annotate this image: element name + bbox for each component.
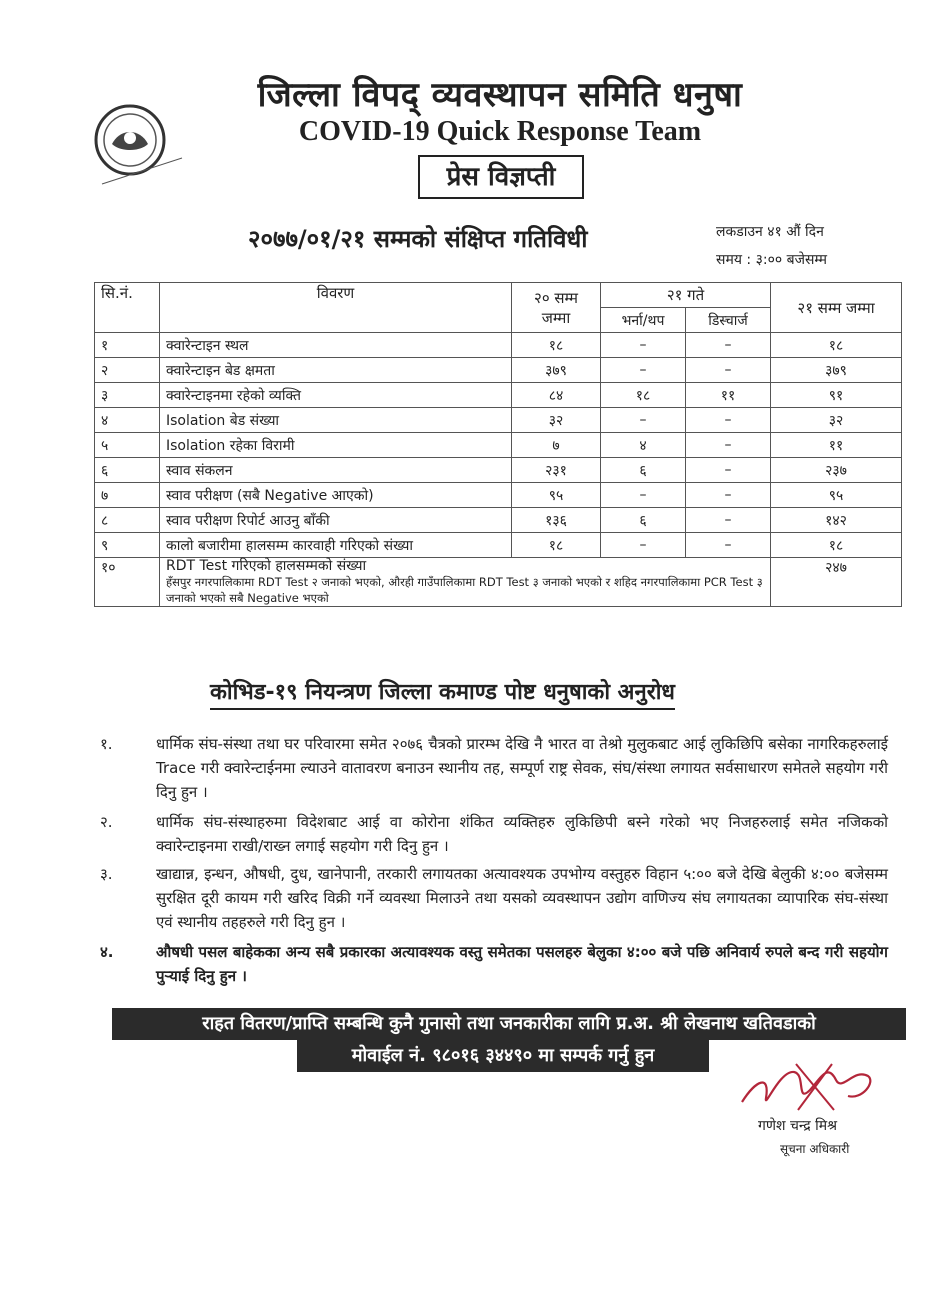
- cell-sn: १०: [95, 558, 160, 607]
- officer-title: सूचना अधिकारी: [780, 1142, 850, 1156]
- cell-discharge: –: [686, 533, 771, 558]
- table-row: [95, 558, 902, 607]
- table-row: [95, 333, 902, 358]
- cell-discharge: –: [686, 358, 771, 383]
- press-release-label: प्रेस विज्ञप्ती: [418, 155, 584, 199]
- cell-till20: ३२: [512, 408, 601, 433]
- cell-desc: Isolation रहेका विरामी: [160, 433, 512, 458]
- officer-name: गणेश चन्द्र मिश्र: [758, 1118, 837, 1134]
- request-item: [96, 940, 888, 988]
- col-header-on21: २१ गते: [601, 283, 771, 308]
- summary-subtitle: २०७७/०१/२१ सम्मको संक्षिप्त गतिविधी: [248, 225, 588, 253]
- team-title: COVID-19 Quick Response Team: [298, 116, 702, 147]
- cell-till21: २४७: [771, 558, 902, 607]
- table-row: [95, 383, 902, 408]
- cell-till20: १८: [512, 333, 601, 358]
- request-item-text: औषधी पसल बाहेकका अन्य सबै प्रकारका अत्यावश्यक वस्तु समेतका पसलहरु बेलुका ४:०० बजे पछि अनिवार्य रुपले बन्द गरी सहयोग पुऱ्याई दिनु हुन ।: [156, 943, 888, 985]
- cell-discharge: ११: [686, 383, 771, 408]
- cell-desc: स्वाव संकलन: [160, 458, 512, 483]
- cell-sn: ९: [95, 533, 160, 558]
- report-time: समय : ३:०० बजेसम्म: [716, 252, 827, 268]
- col-header-till20: २० सम्म जम्मा: [512, 283, 601, 333]
- cell-till21: ३७९: [771, 358, 902, 383]
- cell-discharge: –: [686, 408, 771, 433]
- cell-till21: २३७: [771, 458, 902, 483]
- cell-discharge: –: [686, 433, 771, 458]
- cell-till20: ८४: [512, 383, 601, 408]
- table-row: [95, 433, 902, 458]
- cell-desc: स्वाव परीक्षण रिपोर्ट आउनु बाँकी: [160, 508, 512, 533]
- table-row: [95, 533, 902, 558]
- activity-table: [94, 282, 902, 607]
- cell-discharge: –: [686, 333, 771, 358]
- request-item-text: खाद्यान्न, इन्धन, औषधी, दुध, खानेपानी, तरकारी लगायतका अत्यावश्यक उपभोग्य वस्तुहरु विहान ५:०० बजे देखि बेलुकी ४:०० बजेसम्म सुरक्षित दूरी कायम गरी खरिद विक्री गर्ने व्यवस्था मिलाउने तथा यसको व्यवस्थापन उद्योग वाणिज्य संघ लगायतका व्यापारिक संघ-संस्था एवं स्थानीय तहहरुले गरी दिनु हुन ।: [156, 865, 888, 931]
- cell-till20: १३६: [512, 508, 601, 533]
- cell-sn: ६: [95, 458, 160, 483]
- government-seal-icon: [72, 88, 212, 228]
- cell-rdt: [160, 558, 771, 607]
- cell-admit: –: [601, 483, 686, 508]
- col-header-discharge: डिस्चार्ज: [686, 308, 771, 333]
- table-row: [95, 408, 902, 433]
- cell-till20: २३१: [512, 458, 601, 483]
- cell-sn: ४: [95, 408, 160, 433]
- cell-desc: स्वाव परीक्षण (सबै Negative आएको): [160, 483, 512, 508]
- signature-icon: [736, 1050, 886, 1120]
- col-header-sn: सि.नं.: [95, 283, 160, 333]
- table-row: [95, 458, 902, 483]
- request-item: [96, 732, 888, 804]
- cell-admit: १८: [601, 383, 686, 408]
- request-item: [96, 810, 888, 858]
- cell-sn: ८: [95, 508, 160, 533]
- cell-sn: १: [95, 333, 160, 358]
- request-item-text: धार्मिक संघ-संस्था तथा घर परिवारमा समेत २०७६ चैत्रको प्रारम्भ देखि नै भारत वा तेश्रो मुलुकबाट आई लुकिछिपि बसेका नागरिकहरुलाई Trace गरी क्वारेन्टाईनमा ल्याउने वातावरण बनाउन स्थानीय तह, सम्पूर्ण राष्ट्र सेवक, संघ/संस्था लगायत सर्वसाधारण समेतले सहयोग गरी दिनु हुन ।: [156, 735, 888, 801]
- cell-desc: Isolation बेड संख्या: [160, 408, 512, 433]
- cell-desc: क्वारेन्टाइन बेड क्षमता: [160, 358, 512, 383]
- cell-till20: ९५: [512, 483, 601, 508]
- request-item-number: १.: [100, 735, 113, 753]
- cell-till21: ३२: [771, 408, 902, 433]
- cell-admit: –: [601, 533, 686, 558]
- cell-till21: १४२: [771, 508, 902, 533]
- cell-sn: ७: [95, 483, 160, 508]
- cell-till21: ९५: [771, 483, 902, 508]
- col-header-till21: २१ सम्म जम्मा: [771, 283, 902, 333]
- cell-admit: –: [601, 408, 686, 433]
- contact-band-line1: राहत वितरण/प्राप्ति सम्बन्धि कुनै गुनासो तथा जनकारीका लागि प्र.अ. श्री लेखनाथ खतिवडाको: [112, 1008, 906, 1040]
- cell-desc: क्वारेन्टाइनमा रहेको व्यक्ति: [160, 383, 512, 408]
- cell-till20: १८: [512, 533, 601, 558]
- cell-sn: ५: [95, 433, 160, 458]
- lockdown-day: लकडाउन ४१ औं दिन: [716, 224, 824, 240]
- request-item-number: ४.: [100, 943, 114, 961]
- cell-till21: ९१: [771, 383, 902, 408]
- cell-discharge: –: [686, 458, 771, 483]
- committee-title: जिल्ला विपद् व्यवस्थापन समिति धनुषा: [257, 75, 743, 115]
- cell-admit: ६: [601, 458, 686, 483]
- request-item-number: २.: [100, 813, 113, 831]
- col-header-desc: विवरण: [160, 283, 512, 333]
- cell-till21: १८: [771, 333, 902, 358]
- request-item: [96, 862, 888, 934]
- cell-admit: –: [601, 333, 686, 358]
- rdt-label: RDT Test गरिएको हालसम्मको संख्या: [166, 558, 367, 574]
- col-header-admit: भर्ना/थप: [601, 308, 686, 333]
- cell-till20: ७: [512, 433, 601, 458]
- cell-discharge: –: [686, 508, 771, 533]
- table-row: [95, 483, 902, 508]
- cell-desc: कालो बजारीमा हालसम्म कारवाही गरिएको संख्या: [160, 533, 512, 558]
- cell-admit: ४: [601, 433, 686, 458]
- table-row: [95, 508, 902, 533]
- cell-till20: ३७९: [512, 358, 601, 383]
- request-heading: कोभिड-१९ नियन्त्रण जिल्ला कमाण्ड पोष्ट धनुषाको अनुरोध: [210, 676, 675, 710]
- rdt-note: हँसपुर नगरपालिकामा RDT Test २ जनाको भएको, औरही गाउँपालिकामा RDT Test ३ जनाको भएको र शहिद नगरपालिकामा PCR Test ३ जनाको भएको सबै Negative भएको: [166, 575, 763, 605]
- cell-sn: २: [95, 358, 160, 383]
- cell-admit: –: [601, 358, 686, 383]
- cell-till21: १८: [771, 533, 902, 558]
- request-item-number: ३.: [100, 865, 113, 883]
- cell-till21: ११: [771, 433, 902, 458]
- cell-sn: ३: [95, 383, 160, 408]
- cell-discharge: –: [686, 483, 771, 508]
- table-row: [95, 358, 902, 383]
- cell-admit: ६: [601, 508, 686, 533]
- cell-desc: क्वारेन्टाइन स्थल: [160, 333, 512, 358]
- contact-band-line2: मोवाईल नं. ९८०१६ ३४४९० मा सम्पर्क गर्नु हुन: [297, 1040, 709, 1072]
- request-item-text: धार्मिक संघ-संस्थाहरुमा विदेशबाट आई वा कोरोना शंकित व्यक्तिहरु लुकिछिपी बस्ने गरेको भए निजहरुलाई समेत नजिकको क्वारेन्टाइनमा राखी/राख्न लगाई सहयोग गरी दिनु हुन ।: [156, 813, 888, 855]
